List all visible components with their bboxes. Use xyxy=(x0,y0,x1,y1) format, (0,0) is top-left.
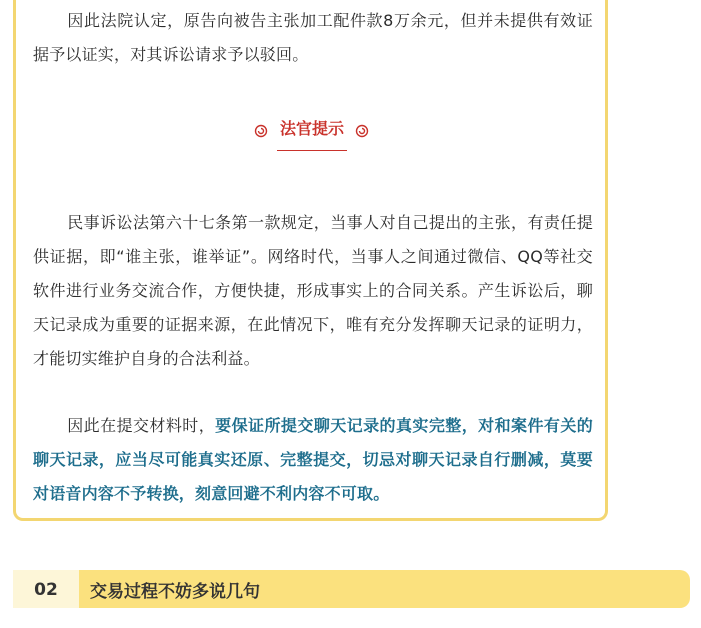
swirl-ornament-icon xyxy=(254,124,268,138)
swirl-ornament-icon xyxy=(355,124,369,138)
section-header xyxy=(13,570,690,608)
judge-tip-title: 法官提示 xyxy=(279,119,344,138)
paragraph-advice xyxy=(33,409,593,511)
judge-tip-heading xyxy=(254,112,370,152)
paragraph-law xyxy=(33,206,593,376)
section-title: 交易过程不妨多说几句 xyxy=(90,582,260,602)
section-number: 02 xyxy=(13,570,79,608)
paragraph-ruling xyxy=(33,4,593,72)
paragraph-ruling-text: 因此法院认定，原告向被告主张加工配件款8万余元，但并未提供有效证据予以证实，对其诉讼请求予以驳回。 xyxy=(33,11,593,64)
paragraph-law-text: 民事诉讼法第六十七条第一款规定，当事人对自己提出的主张，有责任提供证据，即“谁主张，谁举证”。网络时代，当事人之间通过微信、QQ等社交软件进行业务交流合作，方便快捷，形成事实上的合同关系。产生诉讼后，聊天记录成为重要的证据来源，在此情况下，唯有充分发挥聊天记录的证明力，才能切实维护自身的合法利益。 xyxy=(33,213,593,368)
judge-tip-underline xyxy=(277,150,347,151)
paragraph-advice-emphasis: 要保证所提交聊天记录的真实完整，对和案件有关的聊天记录，应当尽可能真实还原、完整提交，切忌对聊天记录自行删减，莫要对语音内容不予转换，刻意回避不利内容不可取。 xyxy=(33,416,593,503)
paragraph-advice-lead: 因此在提交材料时， xyxy=(67,416,216,435)
